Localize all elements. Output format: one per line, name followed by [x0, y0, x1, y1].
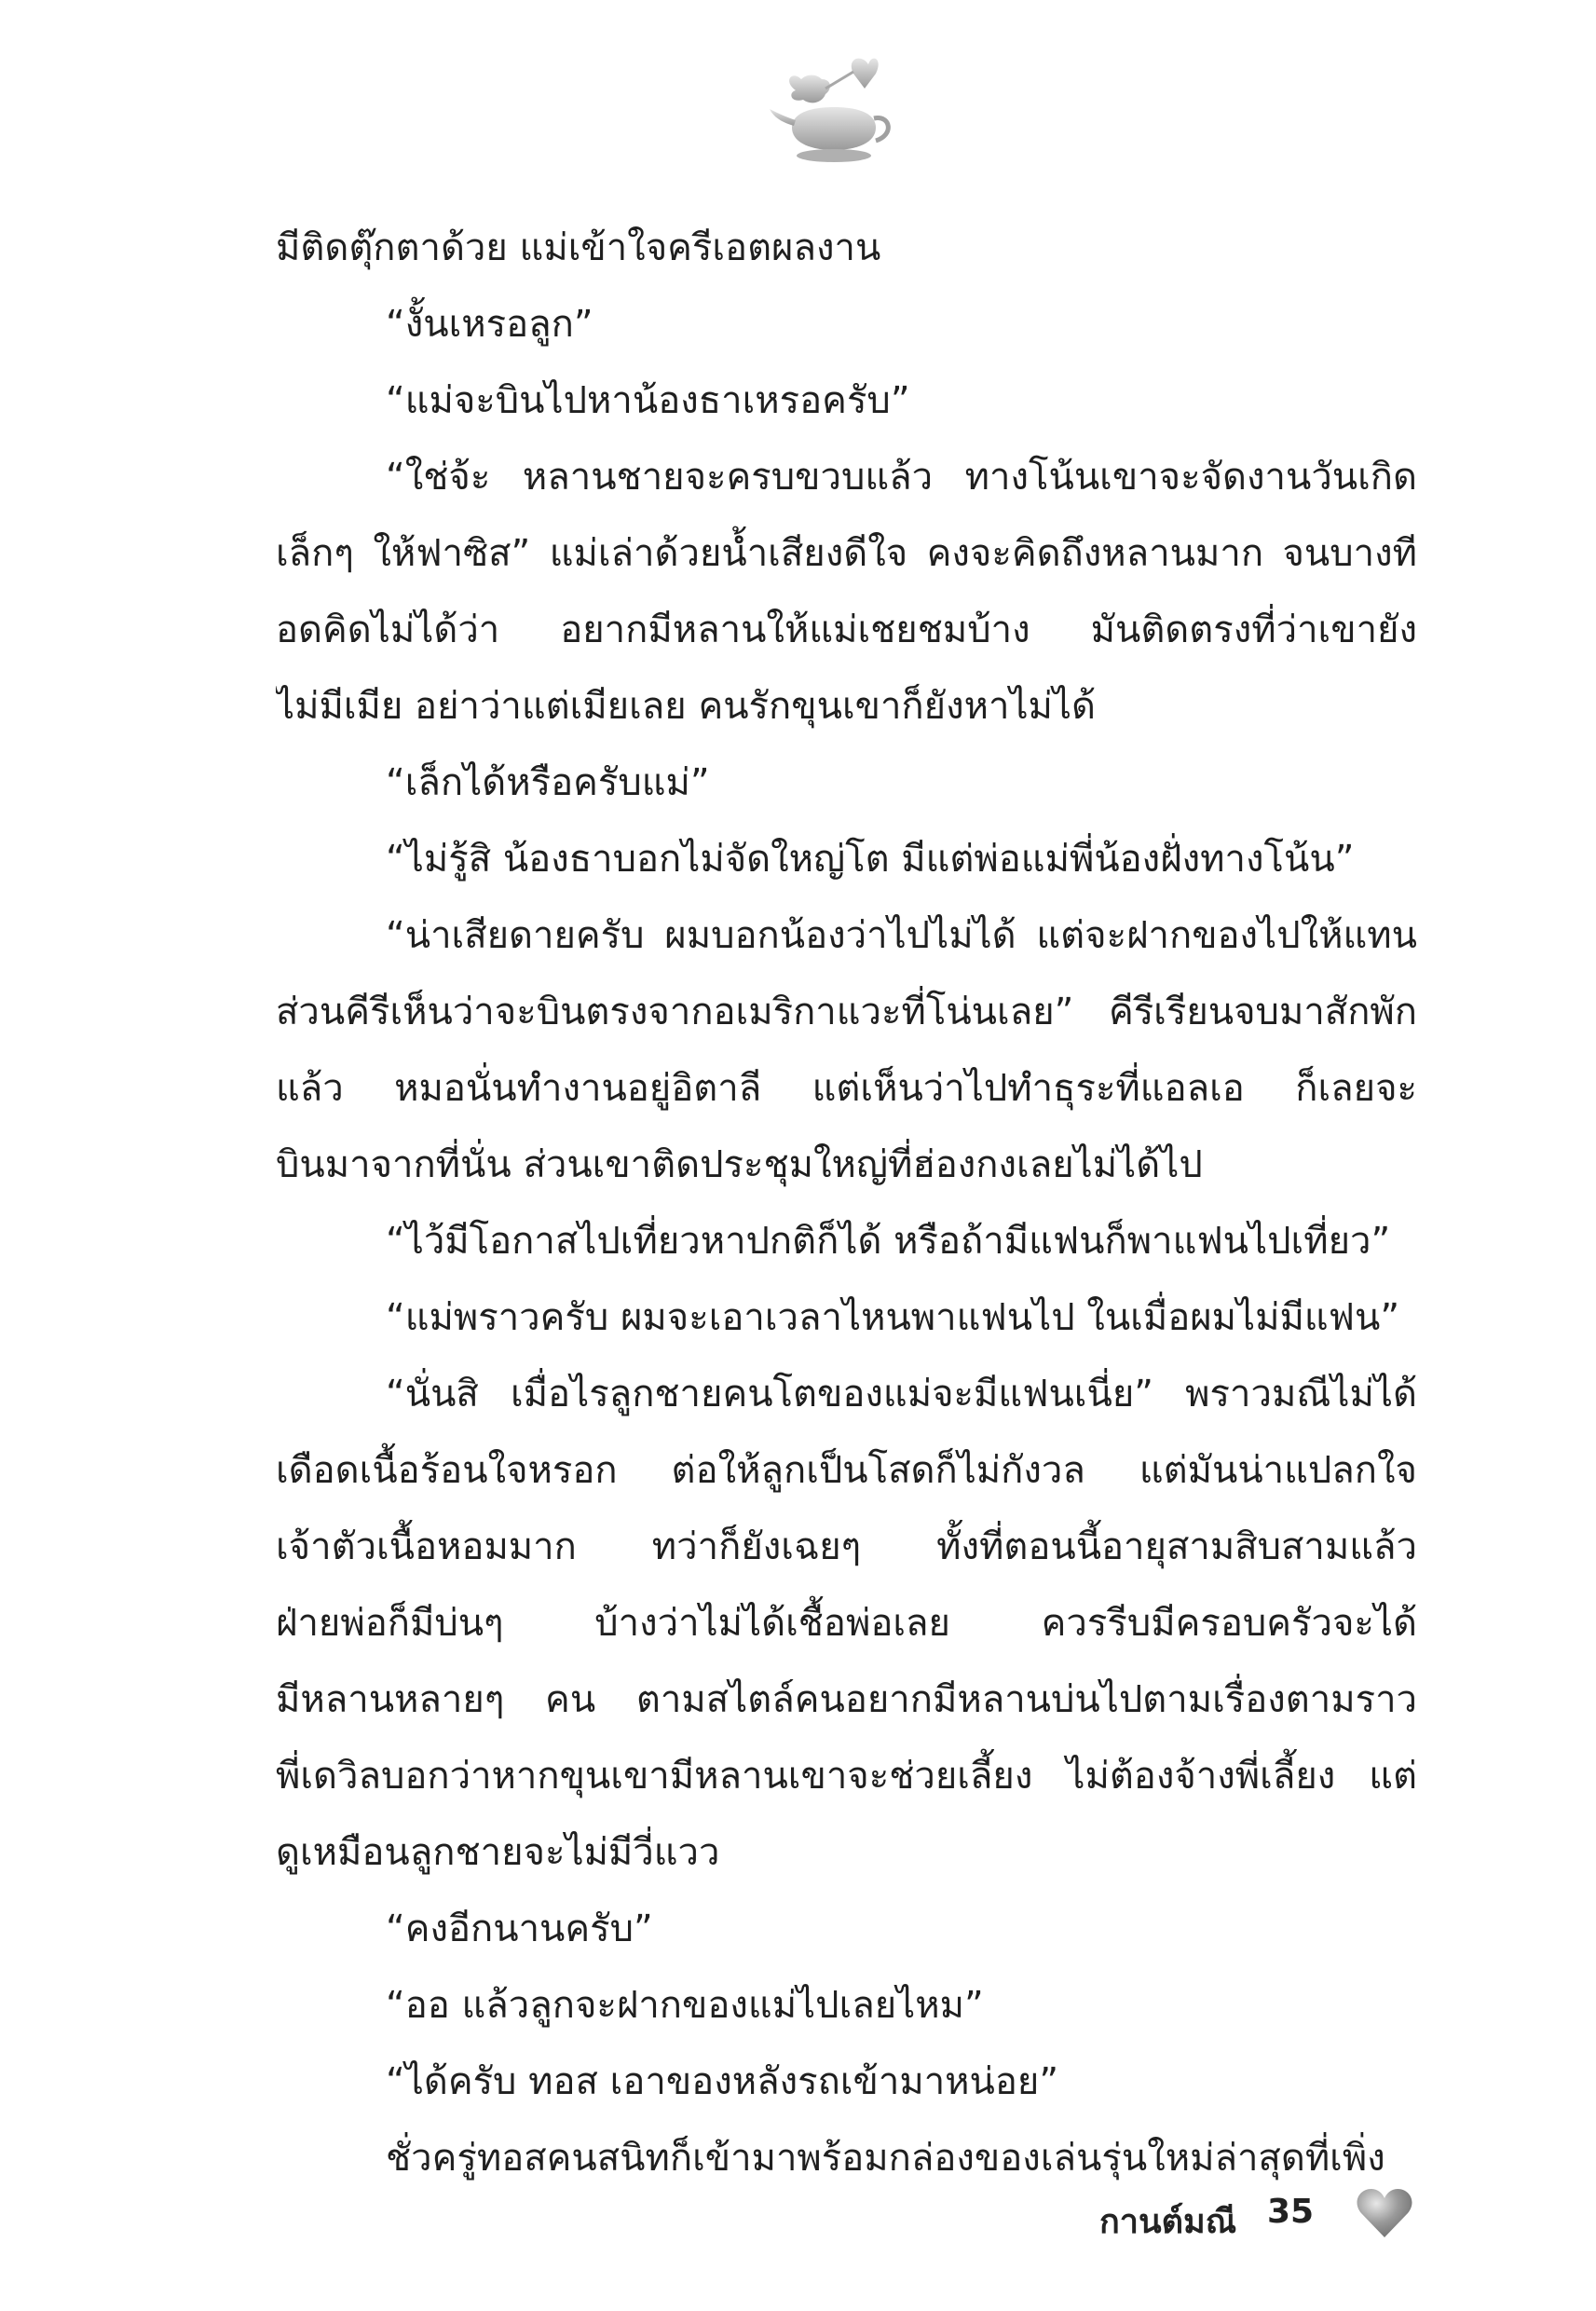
- text-line: อดคิดไม่ได้ว่า อยากมีหลานให้แม่เชยชมบ้าง มันติดตรงที่ว่าเขายัง: [276, 609, 1417, 651]
- text-line: “ไว้มีโอกาสไปเที่ยวหาปกติก็ได้ หรือถ้ามีแฟนก็พาแฟนไปเที่ยว”: [386, 1220, 1391, 1263]
- text-line: “ใช่จ้ะ หลานชายจะครบขวบแล้ว ทางโน้นเขาจะจัดงานวันเกิด: [386, 456, 1417, 499]
- text-line: บินมาจากที่นั่น ส่วนเขาติดประชุมใหญ่ที่ฮ่องกงเลยไม่ได้ไป: [276, 1143, 1203, 1186]
- teapot-cupid-ornament-icon: [764, 51, 904, 172]
- heart-icon: [1356, 2187, 1413, 2239]
- text-line: มีติดตุ๊กตาด้วย แม่เข้าใจครีเอตผลงาน: [276, 226, 881, 269]
- text-line: ดูเหมือนลูกชายจะไม่มีวี่แวว: [276, 1831, 720, 1874]
- text-line: แล้ว หมอนั่นทำงานอยู่อิตาลี แต่เห็นว่าไปทำธุระที่แอลเอ ก็เลยจะ: [276, 1067, 1417, 1110]
- text-line: “น่าเสียดายครับ ผมบอกน้องว่าไปไม่ได้ แต่จะฝากของไปให้แทน: [386, 914, 1417, 957]
- text-line: ส่วนคีรีเห็นว่าจะบินตรงจากอเมริกาแวะที่โน่นเลย” คีรีเรียนจบมาสักพัก: [276, 991, 1417, 1033]
- text-line: “แม่จะบินไปหาน้องธาเหรอครับ”: [386, 379, 910, 422]
- text-line: “เล็กได้หรือครับแม่”: [386, 761, 710, 804]
- page-footer: [1099, 2185, 1491, 2260]
- text-line: “งั้นเหรอลูก”: [386, 303, 593, 346]
- text-line: ไม่มีเมีย อย่าว่าแต่เมียเลย คนรักขุนเขาก็ยังหาไม่ได้: [276, 685, 1097, 728]
- text-line: เล็กๆ ให้ฟาซิส” แม่เล่าด้วยน้ำเสียงดีใจ คงจะคิดถึงหลานมาก จนบางที: [276, 532, 1417, 575]
- text-line: “ได้ครับ ทอส เอาของหลังรถเข้ามาหน่อย”: [386, 2060, 1059, 2103]
- page-number: 35: [1267, 2193, 1315, 2231]
- body-text: [276, 210, 1417, 2196]
- text-line: “คงอีกนานครับ”: [386, 1908, 653, 1950]
- text-line: เจ้าตัวเนื้อหอมมาก ทว่าก็ยังเฉยๆ ทั้งที่ตอนนี้อายุสามสิบสามแล้ว: [276, 1525, 1417, 1568]
- text-line: “นั่นสิ เมื่อไรลูกชายคนโตของแม่จะมีแฟนเนี่ย” พราวมณีไม่ได้: [386, 1373, 1417, 1415]
- text-line: “ออ แล้วลูกจะฝากของแม่ไปเลยไหม”: [386, 1984, 984, 2027]
- text-line: พี่เดวิลบอกว่าหากขุนเขามีหลานเขาจะช่วยเลี้ยง ไม่ต้องจ้างพี่เลี้ยง แต่: [276, 1755, 1417, 1798]
- text-line: ฝ่ายพ่อก็มีบ่นๆ บ้างว่าไม่ได้เชื้อพ่อเลย ควรรีบมีครอบครัวจะได้: [276, 1602, 1417, 1645]
- text-line: “แม่พราวครับ ผมจะเอาเวลาไหนพาแฟนไป ในเมื่อผมไม่มีแฟน”: [386, 1296, 1400, 1339]
- text-line: เดือดเนื้อร้อนใจหรอก ต่อให้ลูกเป็นโสดก็ไม่กังวล แต่มันน่าแปลกใจ: [276, 1449, 1417, 1492]
- text-line: มีหลานหลายๆ คน ตามสไตล์คนอยากมีหลานบ่นไปตามเรื่องตามราว: [276, 1678, 1417, 1721]
- text-line: “ไม่รู้สิ น้องธาบอกไม่จัดใหญ่โต มีแต่พ่อแม่พี่น้องฝั่งทางโน้น”: [386, 838, 1355, 881]
- book-title: กานต์มณี: [1099, 2203, 1237, 2241]
- text-line: ชั่วครู่ทอสคนสนิทก็เข้ามาพร้อมกล่องของเล่นรุ่นใหม่ล่าสุดที่เพิ่ง: [386, 2137, 1385, 2180]
